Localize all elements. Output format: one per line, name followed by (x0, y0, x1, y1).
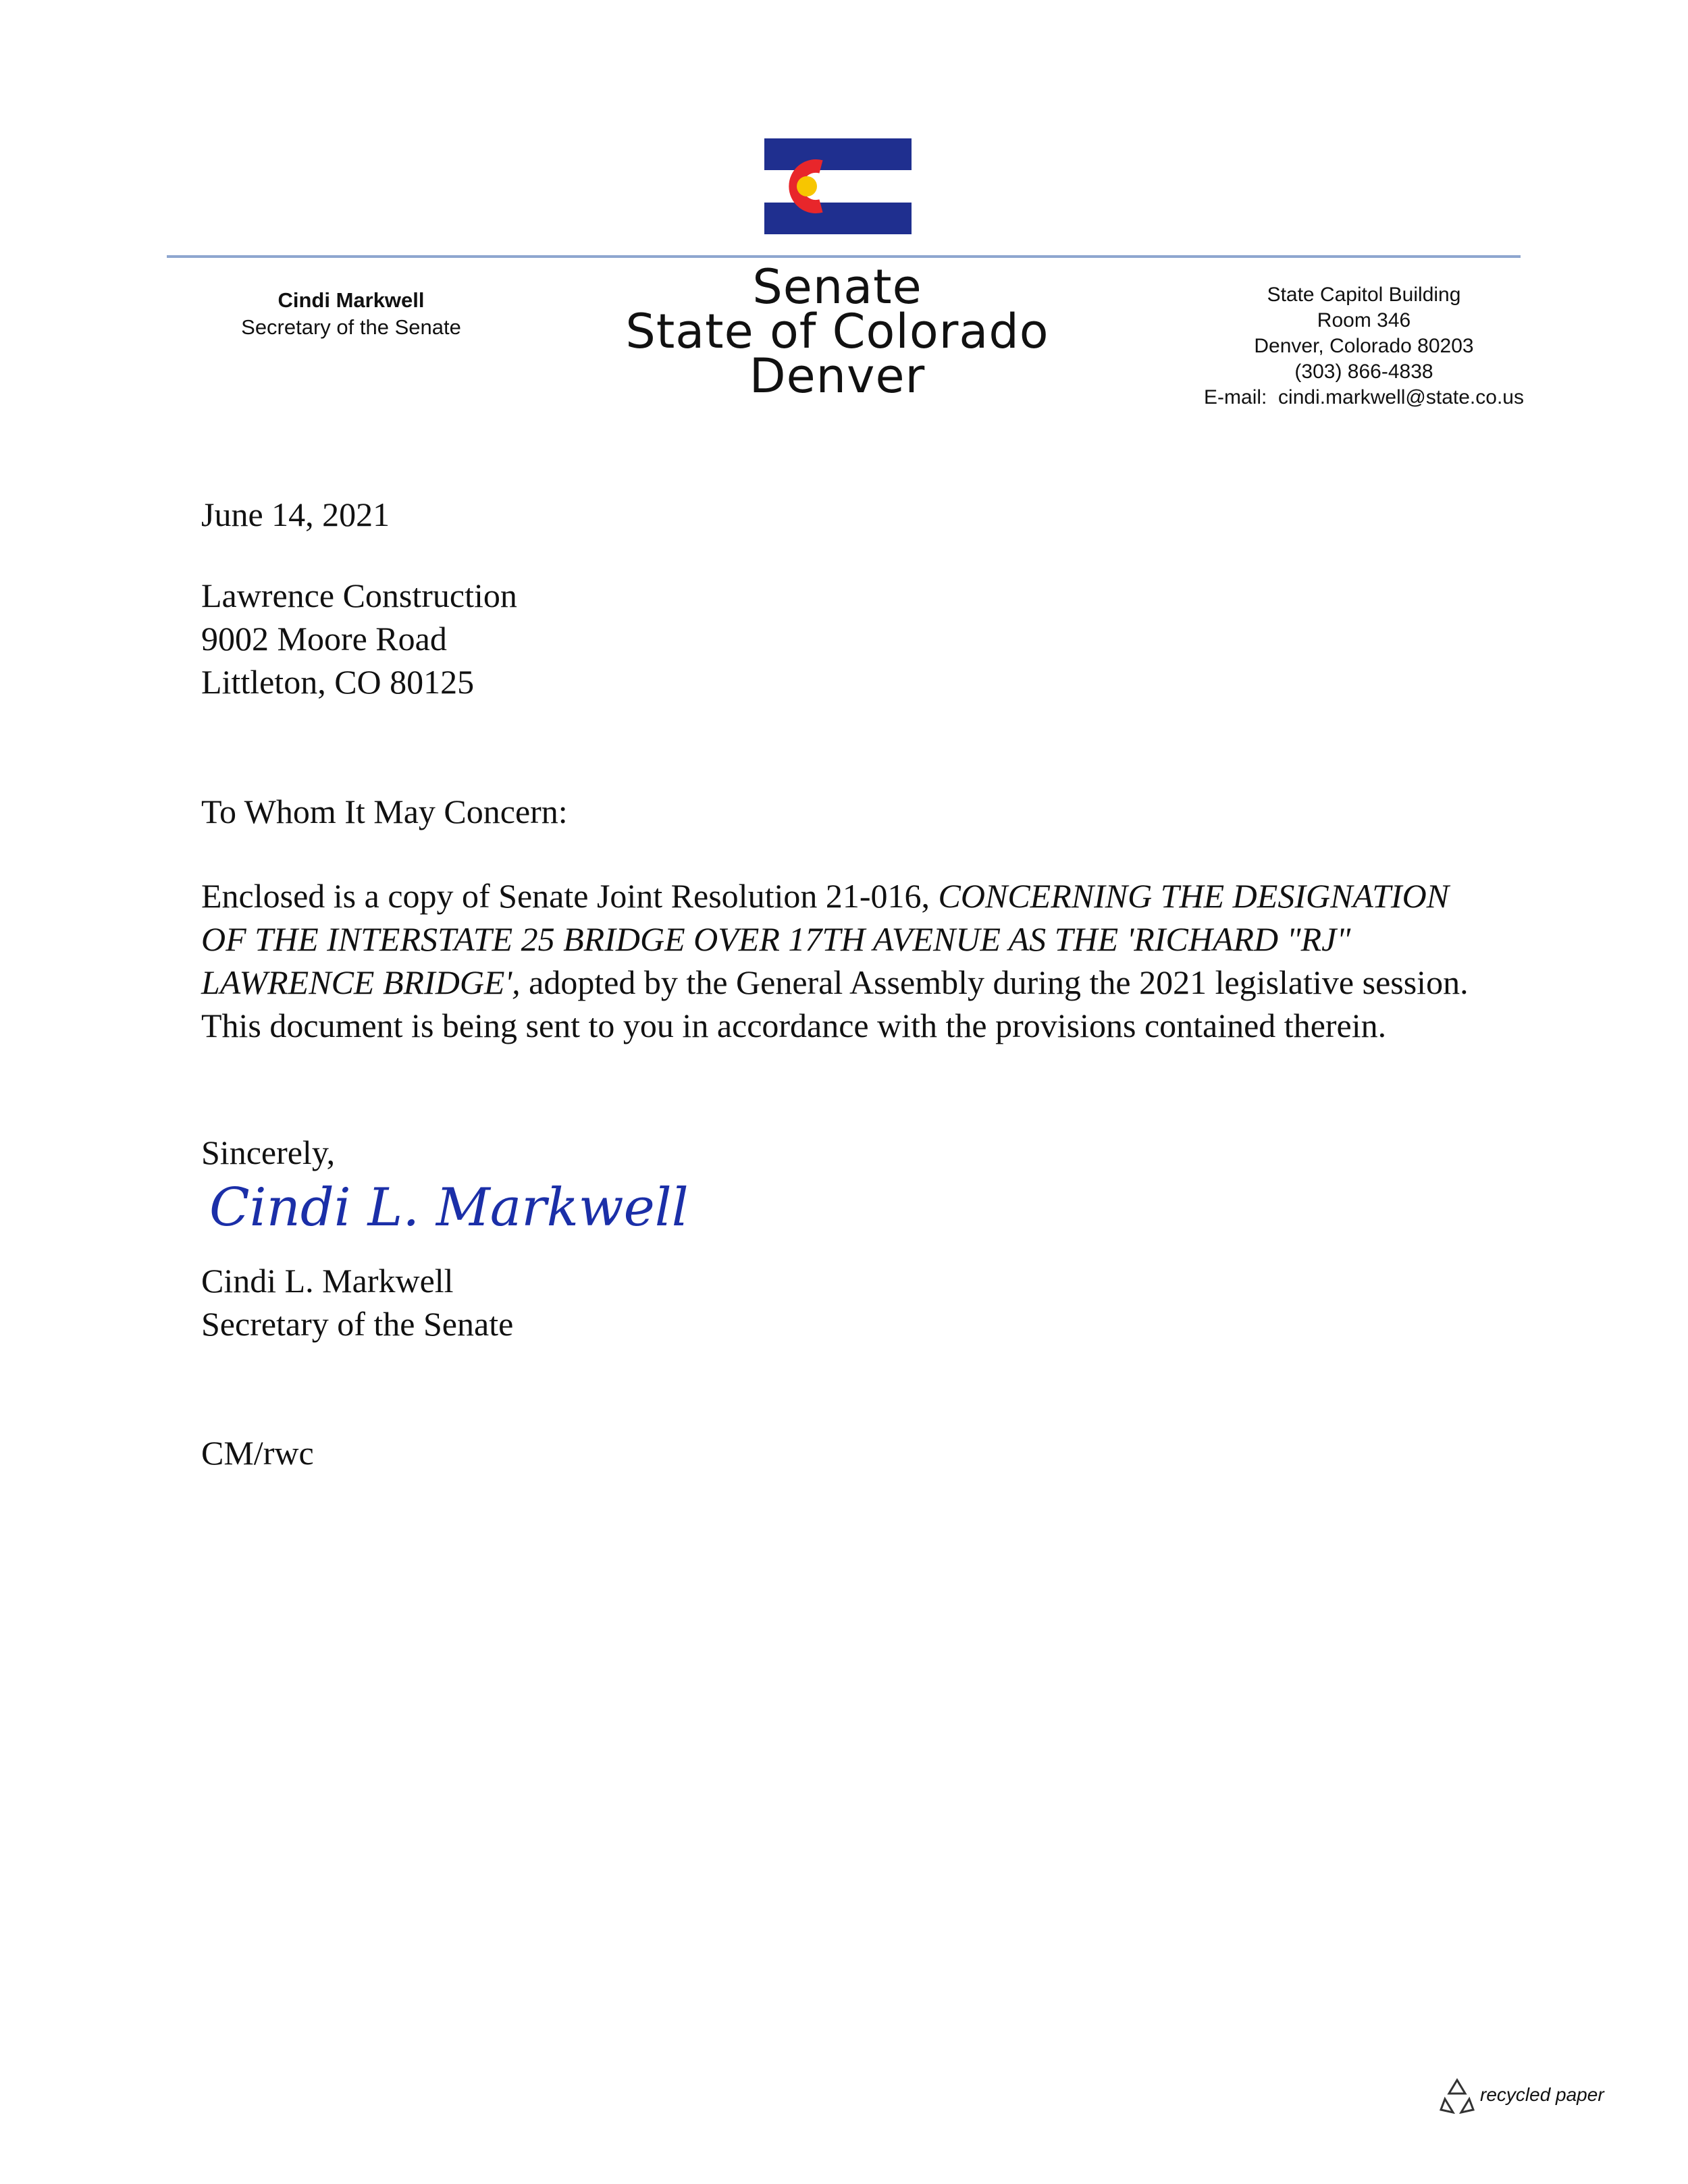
signer-name: Cindi L. Markwell (201, 1262, 454, 1300)
email-address: cindi.markwell@state.co.us (1278, 386, 1524, 408)
letterhead-line-senate: Senate (752, 259, 922, 315)
recipient-address (201, 574, 517, 703)
signer-title: Secretary of the Senate (201, 1305, 514, 1343)
letter-date: June 14, 2021 (201, 496, 390, 533)
body-text-part1: Enclosed is a copy of Senate Joint Resolution 21-016, (201, 877, 939, 915)
recipient-street: 9002 Moore Road (201, 620, 447, 658)
header-rule (167, 255, 1521, 258)
address-email-line (1161, 385, 1566, 410)
recipient-name: Lawrence Construction (201, 577, 517, 614)
address-city: Denver, Colorado 80203 (1254, 335, 1474, 357)
typist-initials: CM/rwc (201, 1434, 314, 1472)
address-building: State Capitol Building (1267, 284, 1461, 306)
signature-text: Cindi L. Markwell (209, 1177, 689, 1238)
signature (203, 1168, 695, 1249)
salutation: To Whom It May Concern: (201, 793, 568, 830)
colorado-flag-icon (764, 138, 912, 234)
sender-name: Cindi Markwell (278, 288, 425, 312)
recycle-icon (1438, 2076, 1476, 2114)
body-text-part2: adopted by the General Assembly during the 2021 legislative session. This document is being sent to you in accordance with the provisions contained therein. (201, 963, 1469, 1044)
resolution-title: CONCERNING THE DESIGNATION OF THE INTERSTATE 25 BRIDGE OVER 17TH AVENUE AS THE 'RICHARD "RJ" LAWRENCE BRIDGE', (201, 877, 1450, 1001)
letterhead-line-city: Denver (749, 348, 926, 404)
letterhead-address (1161, 282, 1566, 410)
letter-body (201, 874, 1484, 1047)
email-label: E-mail: (1204, 386, 1267, 408)
recycled-paper-label: recycled paper (1480, 2084, 1604, 2105)
signer-block (201, 1259, 513, 1346)
closing: Sincerely, (201, 1134, 336, 1171)
letterhead-line-state: State of Colorado (625, 304, 1049, 359)
address-phone: (303) 866-4838 (1294, 361, 1433, 383)
letterhead-sender (196, 287, 506, 341)
recipient-city: Littleton, CO 80125 (201, 663, 475, 701)
address-room: Room 346 (1317, 309, 1411, 331)
sender-title: Secretary of the Senate (241, 315, 461, 339)
recycled-paper-mark (1438, 2076, 1627, 2116)
letterhead-title (567, 259, 1107, 404)
